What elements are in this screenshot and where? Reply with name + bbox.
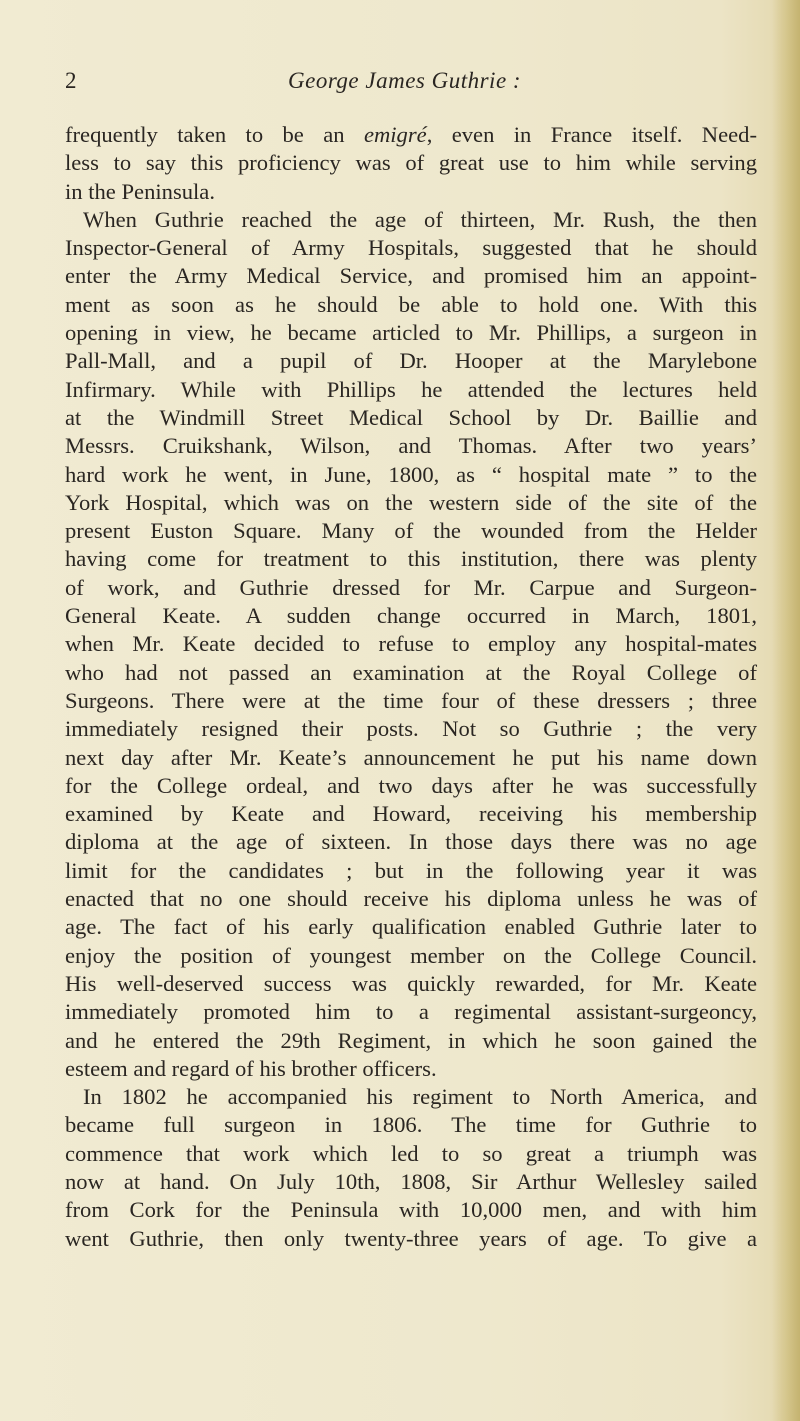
- text-line: immediately promoted him to a regimental assistant-surgeoncy,: [65, 999, 757, 1025]
- text-line: less to say this proficiency was of great use to him while serving: [65, 150, 757, 176]
- text-line: of work, and Guthrie dressed for Mr. Carpue and Surgeon-: [65, 574, 757, 600]
- text-line: at the Windmill Street Medical School by Dr. Baillie and: [65, 404, 757, 430]
- text-line: York Hospital, which was on the western side of the site of the: [65, 489, 757, 515]
- text-line: esteem and regard of his brother officers.: [65, 1055, 437, 1081]
- text-line: limit for the candidates ; but in the following year it was: [65, 857, 757, 883]
- text-line: became full surgeon in 1806. The time for Guthrie to: [65, 1112, 757, 1138]
- text-line: Infirmary. While with Phillips he attended the lectures held: [65, 376, 757, 402]
- text-line: diploma at the age of sixteen. In those days there was no age: [65, 829, 757, 855]
- text-line: now at hand. On July 10th, 1808, Sir Arthur Wellesley sailed: [65, 1168, 757, 1194]
- text-line: General Keate. A sudden change occurred in March, 1801,: [65, 603, 757, 629]
- text-line: Pall-Mall, and a pupil of Dr. Hooper at the Marylebone: [65, 348, 757, 374]
- page-number: 2: [65, 68, 77, 93]
- text-line: enacted that no one should receive his diploma unless he was of: [65, 886, 757, 912]
- text-line: enter the Army Medical Service, and promised him an appoint-: [65, 263, 757, 289]
- running-head: George James Guthrie :: [288, 68, 522, 93]
- text-line: who had not passed an examination at the Royal College of: [65, 659, 757, 685]
- text-line: and he entered the 29th Regiment, in which he soon gained the: [65, 1027, 757, 1053]
- text-line: When Guthrie reached the age of thirteen, Mr. Rush, the then: [83, 206, 757, 232]
- text-line: frequently taken to be an emigré, even in France itself. Need-: [65, 122, 757, 147]
- text-line: commence that work which led to so great a triumph was: [65, 1140, 757, 1166]
- text-line: when Mr. Keate decided to refuse to employ any hospital-mates: [65, 631, 757, 657]
- text-line: enjoy the position of youngest member on the College Council.: [65, 942, 757, 968]
- text-line: for the College ordeal, and two days after he was successfully: [65, 772, 757, 798]
- text-line: in the Peninsula.: [65, 178, 215, 204]
- text-line: present Euston Square. Many of the wounded from the Helder: [65, 518, 757, 544]
- text-line: immediately resigned their posts. Not so Guthrie ; the very: [65, 716, 757, 742]
- text-line: opening in view, he became articled to Mr. Phillips, a surgeon in: [65, 320, 757, 346]
- text-line: examined by Keate and Howard, receiving his membership: [65, 801, 757, 827]
- text-line: having come for treatment to this institution, there was plenty: [65, 546, 757, 572]
- text-line: hard work he went, in June, 1800, as “ hospital mate ” to the: [65, 461, 757, 487]
- text-line: Messrs. Cruikshank, Wilson, and Thomas. After two years’: [65, 433, 757, 459]
- text-line: Inspector-General of Army Hospitals, suggested that he should: [65, 235, 757, 261]
- text-line: His well-deserved success was quickly rewarded, for Mr. Keate: [65, 970, 757, 996]
- text-line: Surgeons. There were at the time four of these dressers ; three: [65, 687, 757, 713]
- page-header: [65, 66, 745, 96]
- text-line: age. The fact of his early qualification enabled Guthrie later to: [65, 914, 757, 940]
- text-line: In 1802 he accompanied his regiment to North America, and: [83, 1084, 757, 1110]
- page-edge-shading: [772, 0, 800, 1421]
- text-line: next day after Mr. Keate’s announcement he put his name down: [65, 744, 757, 770]
- body-text: [65, 121, 757, 1253]
- text-line: went Guthrie, then only twenty-three years of age. To give a: [65, 1225, 757, 1251]
- text-line: from Cork for the Peninsula with 10,000 men, and with him: [65, 1197, 757, 1223]
- text-line: ment as soon as he should be able to hold one. With this: [65, 291, 757, 317]
